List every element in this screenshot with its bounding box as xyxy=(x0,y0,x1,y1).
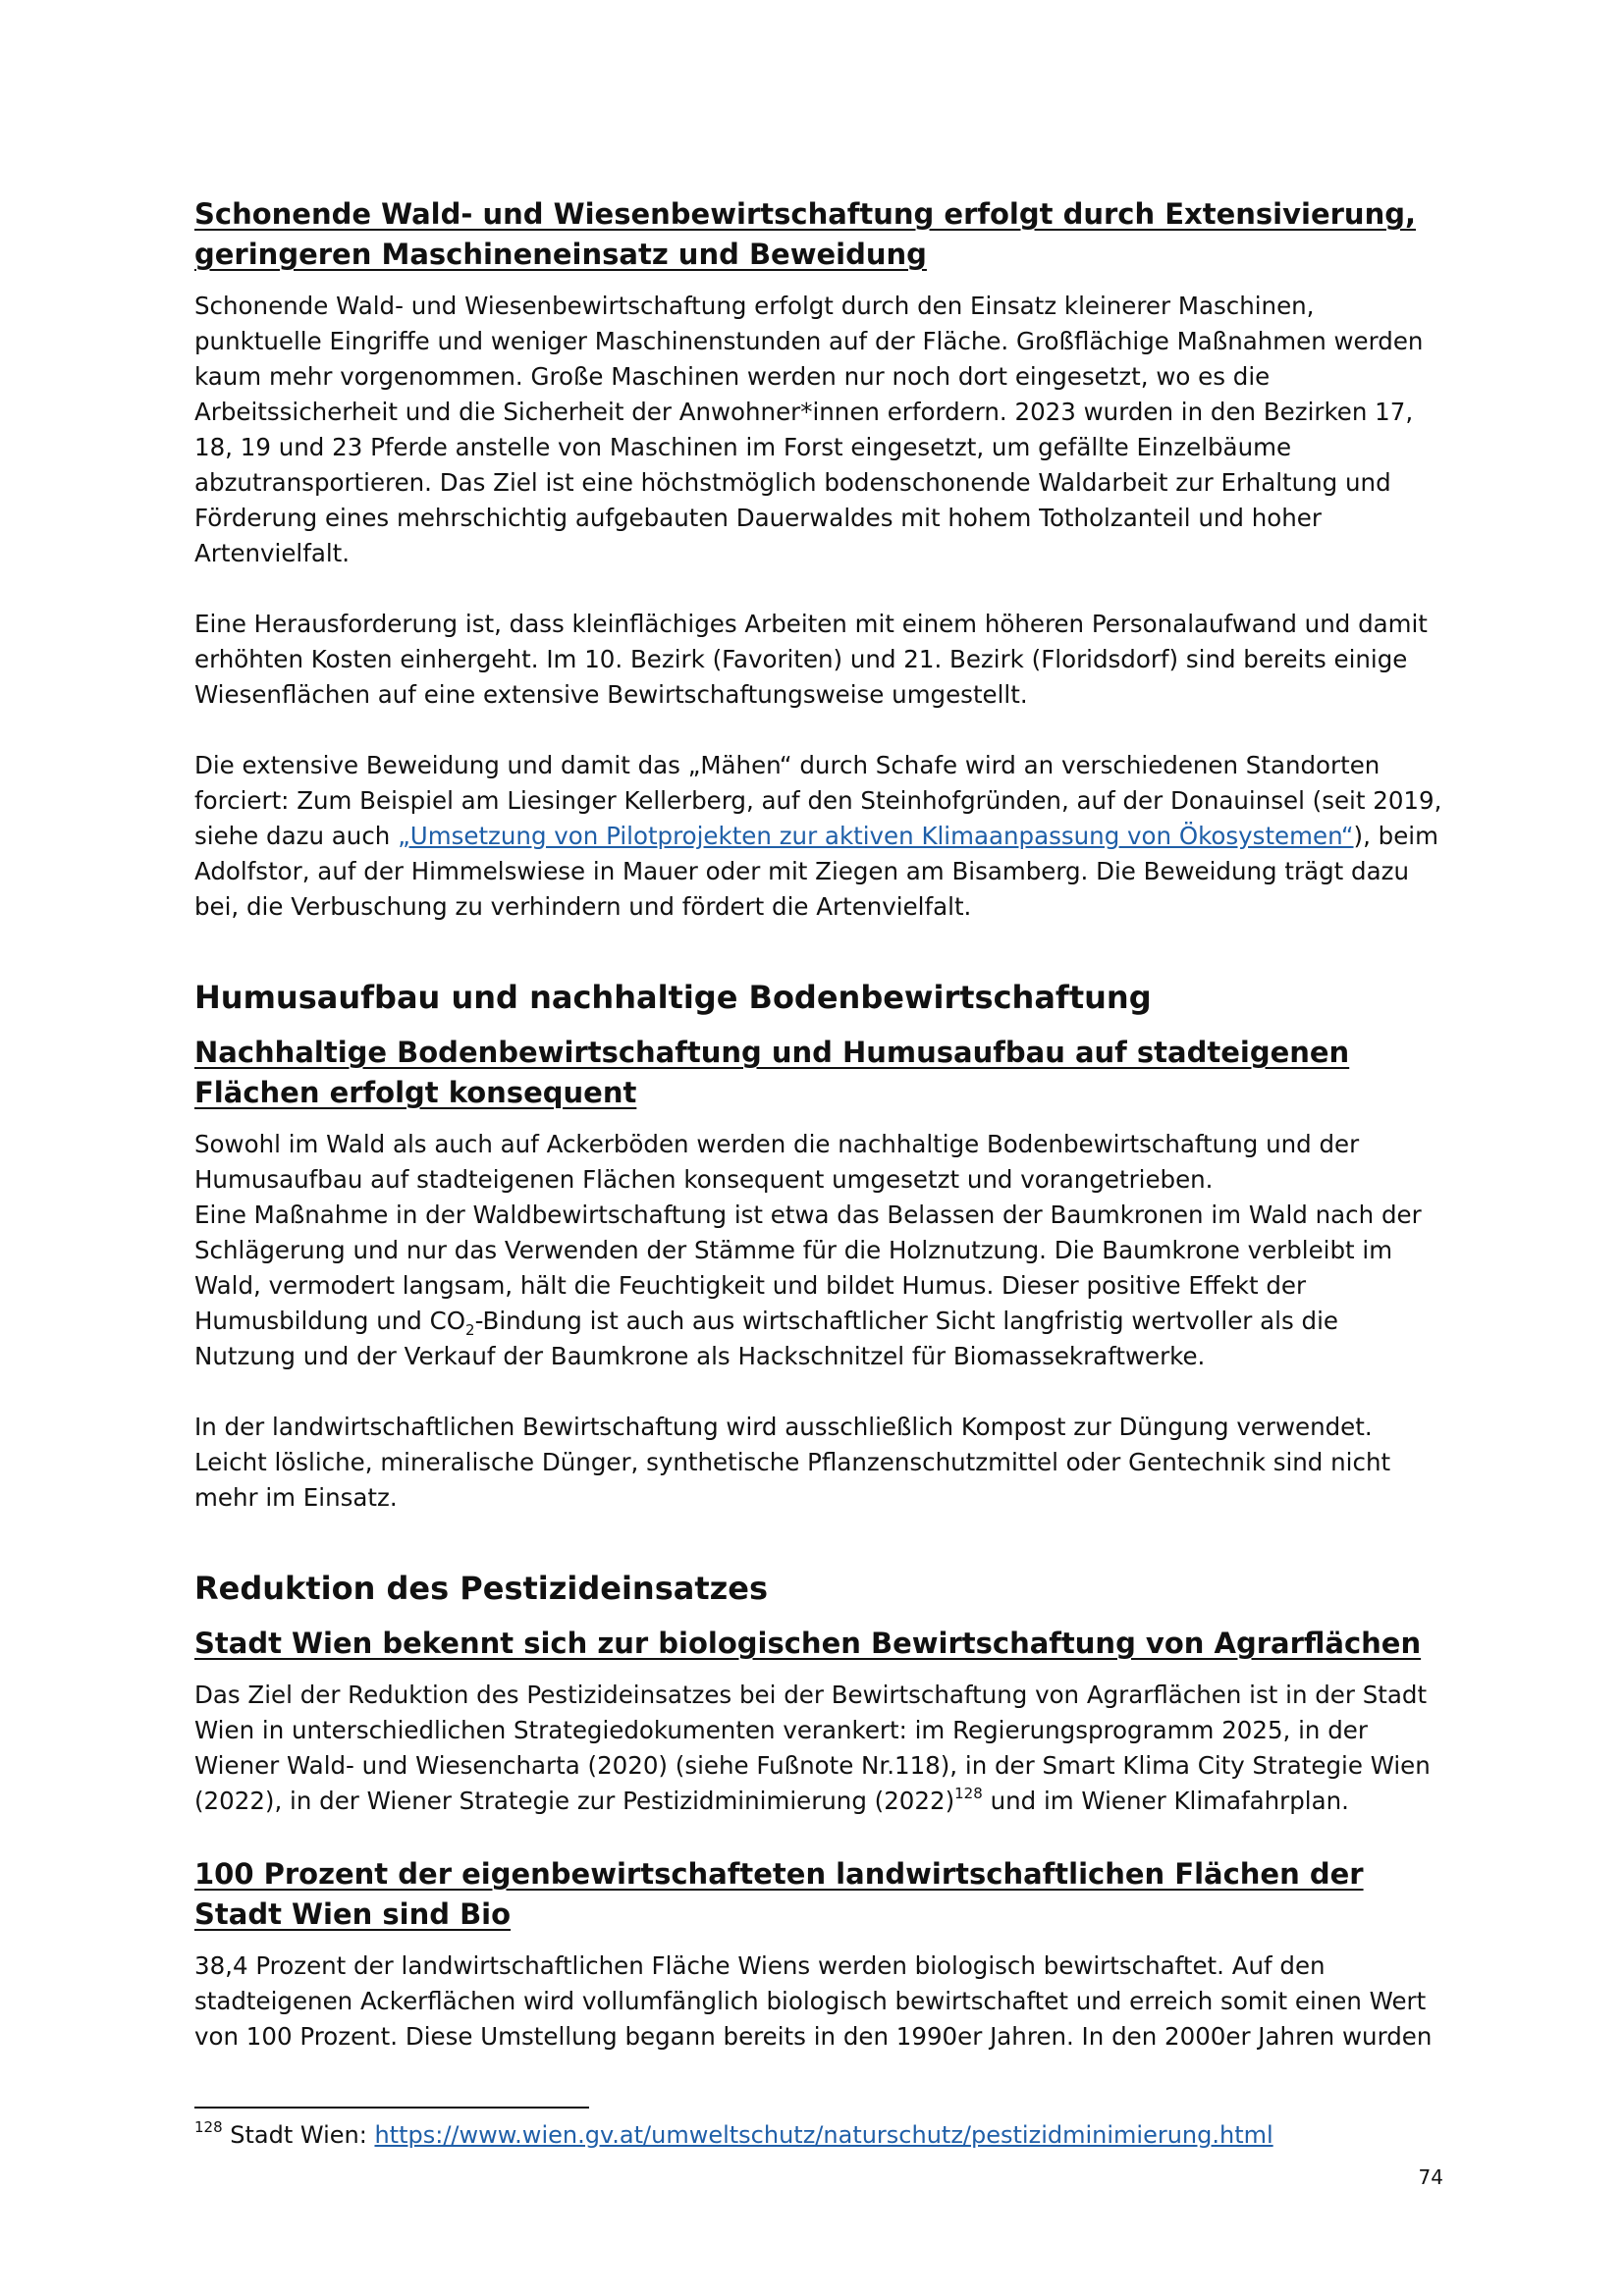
subheading-biologische-bewirtschaftung: Stadt Wien bekennt sich zur biologischen Bewirtschaftung von Agrarflächen xyxy=(194,1627,1422,1660)
paragraph-strategiedokumente xyxy=(194,1678,1443,1819)
footnote-number: 128 xyxy=(194,2118,223,2136)
footnote-reference-128[interactable]: 128 xyxy=(954,1784,983,1802)
paragraph-bio-anteil: 38,4 Prozent der landwirtschaftlichen Fläche Wiens werden biologisch bewirtschaftet. Auf den stadteigenen Ackerflächen wird vollumfänglich biologisch bewirtschaftet und erreich somit einen Wert von 100 Prozent. Diese Umstellung begann bereits in den 1990er Jahren. In den 2000er Jahren wurden xyxy=(194,1951,1433,2051)
paragraph-beweidung-text-1: Die extensive Beweidung und damit das „Mähen“ durch Schafe wird an verschiedenen Standorten forciert: Zum Beispiel am Liesinger Kellerberg, auf den Steinhofgründen, auf der Donauinsel (seit 2019, siehe dazu auch xyxy=(194,751,1442,850)
paragraph-wald-ackerboeden-line1: Sowohl im Wald als auch auf Ackerböden werden die nachhaltige Bodenbewirtschaftung und der Humusaufbau auf stadteigenen Flächen konsequent umgesetzt und vorangetrieben. xyxy=(194,1130,1360,1194)
footnote-128 xyxy=(194,2117,1273,2153)
paragraph-waldbewirtschaftung-text-2: -Bindung ist auch aus wirtschaftlicher Sicht langfristig wertvoller als die Nutzung und der Verkauf der Baumkrone als Hackschnitzel für Biomassekraftwerke. xyxy=(194,1307,1338,1370)
co2-subscript: 2 xyxy=(465,1320,475,1339)
subheading-bio-flaechen: 100 Prozent der eigenbewirtschafteten landwirtschaftlichen Flächen der Stadt Wien sind Bio xyxy=(194,1857,1364,1931)
section-title-pestizide: Reduktion des Pestizideinsatzes xyxy=(194,1570,769,1607)
page-number: 74 xyxy=(1418,2165,1443,2189)
page-content xyxy=(194,194,1443,2055)
subheading-wald-wiesen: Schonende Wald- und Wiesenbewirtschaftung erfolgt durch Extensivierung, geringeren Maschineneinsatz und Beweidung xyxy=(194,197,1416,271)
paragraph-schonende-bewirtschaftung: Schonende Wald- und Wiesenbewirtschaftung erfolgt durch den Einsatz kleinerer Maschinen, punktuelle Eingriffe und weniger Maschinenstunden auf der Fläche. Großflächige Maßnahmen werden kaum mehr vorgenommen. Große Maschinen werden nur noch dort eingesetzt, wo es die Arbeitssicherheit und die Sicherheit der Anwohner*innen erfordern. 2023 wurden in den Bezirken 17, 18, 19 und 23 Pferde anstelle von Maschinen im Forst eingesetzt, um gefällte Einzelbäume abzutransportieren. Das Ziel ist eine höchstmöglich bodenschonende Waldarbeit zur Erhaltung und Förderung eines mehrschichtig aufgebauten Dauerwaldes mit hohem Totholzanteil und hoher Artenvielfalt. xyxy=(194,292,1424,567)
paragraph-wald-ackerboeden xyxy=(194,1127,1443,1374)
paragraph-herausforderung: Eine Herausforderung ist, dass kleinflächiges Arbeiten mit einem höheren Personalaufwand und damit erhöhten Kosten einhergeht. Im 10. Bezirk (Favoriten) und 21. Bezirk (Floridsdorf) sind bereits einige Wiesenflächen auf eine extensive Bewirtschaftungsweise umgestellt. xyxy=(194,610,1428,709)
paragraph-strategiedokumente-text-1: Das Ziel der Reduktion des Pestizideinsatzes bei der Bewirtschaftung von Agrarflächen ist in der Stadt Wien in unterschiedlichen Strategiedokumenten verankert: im Regierungsprogramm 2025, in der Wiener Wald- und Wiesencharta (2020) (siehe Fußnote Nr.118), in der Smart Klima City Strategie Wien (2022), in der Wiener Strategie zur Pestizidminimierung (2022) xyxy=(194,1681,1431,1815)
footnote-separator xyxy=(194,2107,589,2109)
subheading-bodenbewirtschaftung: Nachhaltige Bodenbewirtschaftung und Humusaufbau auf stadteigenen Flächen erfolgt konsequent xyxy=(194,1036,1350,1109)
paragraph-beweidung-text-2: ), beim Adolfstor, auf der Himmelswiese in Mauer oder mit Ziegen am Bisamberg. Die Beweidung trägt dazu bei, die Verbuschung zu verhindern und fördert die Artenvielfalt. xyxy=(194,822,1438,921)
footnote-url-link[interactable]: https://www.wien.gv.at/umweltschutz/naturschutz/pestizidminimierung.html xyxy=(374,2121,1273,2149)
paragraph-beweidung xyxy=(194,748,1443,925)
paragraph-kompost: In der landwirtschaftlichen Bewirtschaftung wird ausschließlich Kompost zur Düngung verwendet. Leicht lösliche, mineralische Dünger, synthetische Pflanzenschutzmittel oder Gentechnik sind nicht mehr im Einsatz. xyxy=(194,1413,1391,1512)
section-title-humusaufbau: Humusaufbau und nachhaltige Bodenbewirtschaftung xyxy=(194,979,1152,1016)
paragraph-waldbewirtschaftung-text-1: Eine Maßnahme in der Waldbewirtschaftung ist etwa das Belassen der Baumkronen im Wald nach der Schlägerung und nur das Verwenden der Stämme für die Holznutzung. Die Baumkrone verbleibt im Wald, vermodert langsam, hält die Feuchtigkeit und bildet Humus. Dieser positive Effekt der Humusbildung und CO xyxy=(194,1201,1422,1335)
footnote-label: Stadt Wien: xyxy=(222,2121,375,2149)
pilotprojekte-link[interactable]: „Umsetzung von Pilotprojekten zur aktiven Klimaanpassung von Ökosystemen“ xyxy=(398,822,1354,850)
paragraph-strategiedokumente-text-2: und im Wiener Klimafahrplan. xyxy=(982,1787,1349,1815)
